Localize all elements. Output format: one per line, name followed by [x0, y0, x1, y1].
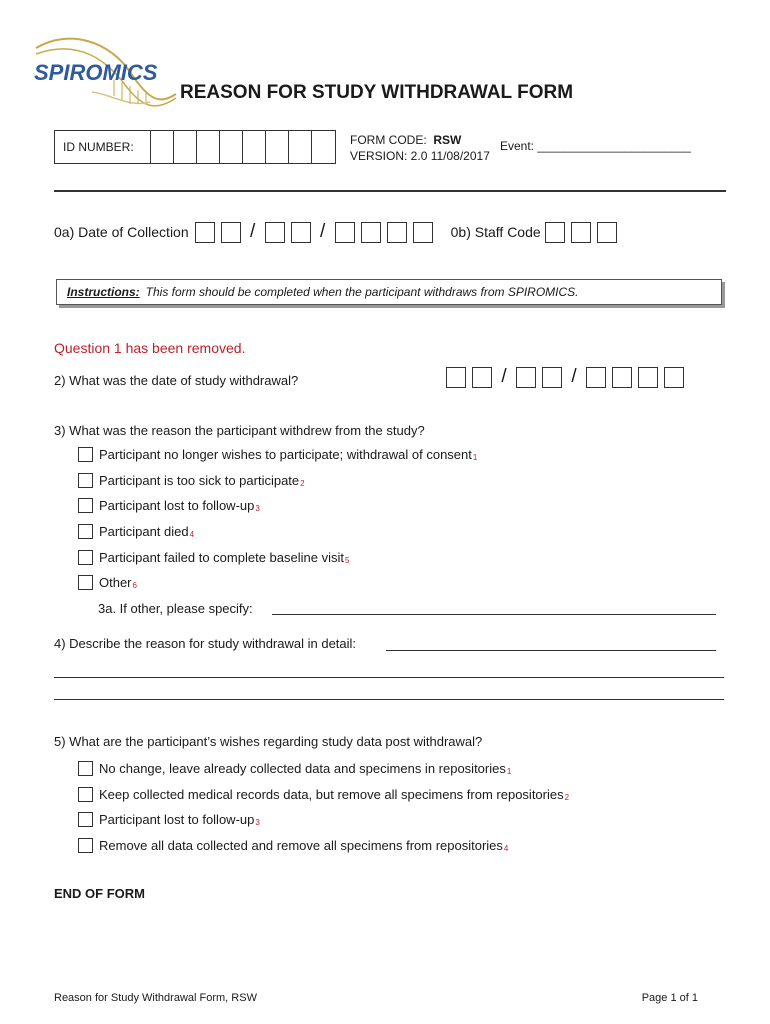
question-1-removed-note: Question 1 has been removed.	[54, 340, 246, 356]
checkbox[interactable]	[78, 473, 93, 488]
date-month-box[interactable]	[195, 222, 215, 243]
checkbox[interactable]	[78, 524, 93, 539]
date-separator: /	[250, 221, 256, 242]
option-code: 3	[255, 504, 260, 513]
id-digit-box[interactable]	[312, 131, 335, 163]
q5-option[interactable]	[78, 838, 508, 853]
id-digit-box[interactable]	[220, 131, 243, 163]
checkbox[interactable]	[78, 498, 93, 513]
date-separator: /	[571, 366, 577, 387]
option-label: Remove all data collected and remove all specimens from repositories	[99, 838, 503, 853]
instructions-text: This form should be completed when the participant withdraws from SPIROMICS.	[145, 285, 579, 299]
option-label: Participant lost to follow-up	[99, 498, 255, 513]
option-label: No change, leave already collected data and specimens in repositories	[99, 761, 506, 776]
staff-code-box[interactable]	[597, 222, 617, 243]
option-label: Participant is too sick to participate	[99, 473, 300, 488]
option-label: Participant died	[99, 524, 189, 539]
checkbox[interactable]	[78, 575, 93, 590]
checkbox[interactable]	[78, 787, 93, 802]
id-number-box	[54, 130, 336, 164]
option-code: 4	[189, 530, 195, 539]
option-code: 5	[344, 556, 350, 565]
id-digit-box[interactable]	[197, 131, 220, 163]
option-code: 2	[300, 479, 305, 488]
form-code-label: FORM CODE:	[350, 133, 427, 147]
id-digit-box[interactable]	[289, 131, 312, 163]
q3-option[interactable]	[78, 524, 194, 539]
header-divider	[54, 190, 726, 192]
id-digit-box[interactable]	[243, 131, 266, 163]
instructions-box	[56, 279, 722, 305]
option-label: Other	[99, 575, 132, 590]
withdrawal-year-box[interactable]	[638, 367, 658, 388]
footer-form-name: Reason for Study Withdrawal Form, RSW	[54, 992, 257, 1004]
checkbox[interactable]	[78, 550, 93, 565]
withdrawal-month-box[interactable]	[446, 367, 466, 388]
other-specify-line[interactable]	[272, 614, 716, 615]
option-code: 3	[255, 818, 260, 827]
other-specify-label: 3a. If other, please specify:	[98, 601, 253, 616]
date-year-box[interactable]	[413, 222, 433, 243]
form-version: VERSION: 2.0 11/08/2017	[350, 149, 490, 163]
date-year-box[interactable]	[361, 222, 381, 243]
option-label: Keep collected medical records data, but remove all specimens from repositories	[99, 787, 564, 802]
id-digit-box[interactable]	[174, 131, 197, 163]
date-day-box[interactable]	[291, 222, 311, 243]
option-code: 2	[564, 793, 570, 802]
q5-option[interactable]	[78, 761, 511, 776]
checkbox[interactable]	[78, 447, 93, 462]
option-code: 4	[503, 844, 509, 853]
withdrawal-date-boxes	[446, 366, 684, 388]
option-code: 6	[132, 581, 137, 590]
date-day-box[interactable]	[265, 222, 285, 243]
end-of-form: END OF FORM	[54, 886, 145, 901]
form-code: RSW	[433, 133, 462, 147]
question-3: 3) What was the reason the participant withdrew from the study?	[54, 423, 425, 438]
staff-code-box[interactable]	[571, 222, 591, 243]
question-4: 4) Describe the reason for study withdrawal in detail:	[54, 636, 357, 651]
detail-line[interactable]	[54, 677, 724, 678]
logo-text: SPIROMICS	[34, 60, 158, 85]
q3-option[interactable]	[78, 575, 137, 590]
detail-line[interactable]	[54, 699, 724, 700]
checkbox[interactable]	[78, 838, 93, 853]
date-of-collection-label: 0a) Date of Collection	[54, 224, 189, 240]
withdrawal-year-box[interactable]	[612, 367, 632, 388]
collection-row	[54, 219, 617, 245]
q3-option[interactable]	[78, 473, 305, 488]
withdrawal-day-box[interactable]	[542, 367, 562, 388]
q3-option[interactable]	[78, 447, 477, 462]
staff-code-label: 0b) Staff Code	[450, 224, 541, 240]
question-5: 5) What are the participant’s wishes regarding study data post withdrawal?	[54, 734, 483, 749]
id-number-label: ID NUMBER:	[55, 131, 151, 163]
event-field[interactable]: Event: _______________________	[500, 139, 691, 153]
id-digit-box[interactable]	[151, 131, 174, 163]
withdrawal-year-box[interactable]	[664, 367, 684, 388]
q3-option[interactable]	[78, 550, 349, 565]
withdrawal-day-box[interactable]	[516, 367, 536, 388]
question-2: 2) What was the date of study withdrawal?	[54, 373, 299, 388]
date-separator: /	[320, 221, 326, 242]
spiromics-logo	[30, 32, 180, 112]
date-month-box[interactable]	[221, 222, 241, 243]
option-code: 1	[472, 453, 478, 462]
date-year-box[interactable]	[387, 222, 407, 243]
form-code-block	[350, 132, 490, 164]
option-code: 1	[506, 767, 512, 776]
withdrawal-year-box[interactable]	[586, 367, 606, 388]
q5-option[interactable]	[78, 787, 569, 802]
option-label: Participant lost to follow-up	[99, 812, 255, 827]
date-separator: /	[501, 366, 507, 387]
withdrawal-month-box[interactable]	[472, 367, 492, 388]
instructions-label: Instructions:	[67, 285, 140, 299]
form-title: REASON FOR STUDY WITHDRAWAL FORM	[180, 82, 574, 103]
id-digit-box[interactable]	[266, 131, 289, 163]
detail-line[interactable]	[386, 650, 716, 651]
q3-option[interactable]	[78, 498, 260, 513]
date-year-box[interactable]	[335, 222, 355, 243]
staff-code-box[interactable]	[545, 222, 565, 243]
q5-option[interactable]	[78, 812, 260, 827]
option-label: Participant no longer wishes to participate; withdrawal of consent	[99, 447, 472, 462]
option-label: Participant failed to complete baseline visit	[99, 550, 344, 565]
checkbox[interactable]	[78, 812, 93, 827]
checkbox[interactable]	[78, 761, 93, 776]
footer-page-number: Page 1 of 1	[641, 992, 698, 1004]
